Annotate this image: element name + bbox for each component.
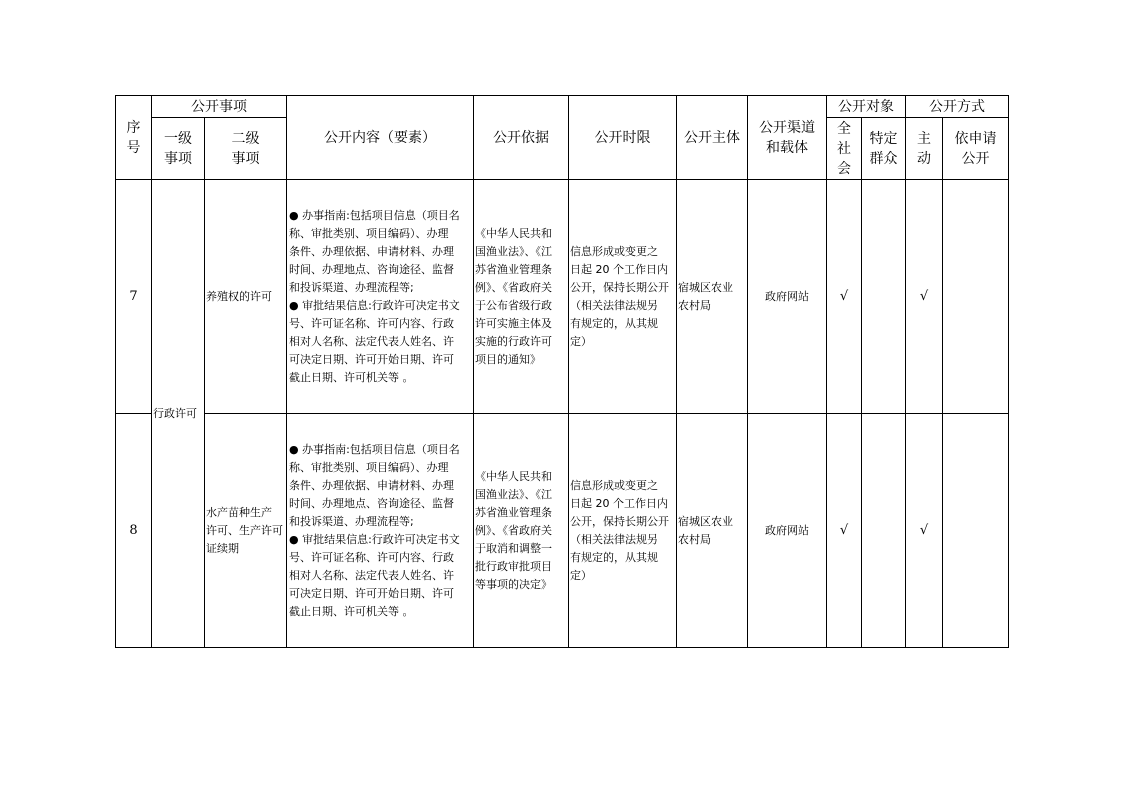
content-line: 称、审批类别、项目编码）、办理 [289,226,449,240]
header-subject: 公开主体 [677,96,748,180]
header-all-society: 全 社 会 [827,118,862,180]
row-specific-check [862,180,906,414]
header-specific: 特定 群众 [862,118,906,180]
row-content [287,180,474,414]
header-object-group: 公开对象 [827,96,906,118]
content-line: 时间、办理地点、咨询途径、监督 [289,496,454,510]
header-method-group: 公开方式 [906,96,1009,118]
table-body [116,180,1009,648]
row-active-check: √ [906,180,943,414]
row-level1: 行政许可 [152,180,205,648]
content-line: 条件、办理依据、申请材料、办理 [289,478,454,492]
content-line: 号、许可证名称、许可内容、行政 [289,550,454,564]
header-level1: 一级 事项 [152,118,205,180]
content-line: ● 审批结果信息:行政许可决定书文 [289,532,460,546]
content-line: ● 办事指南:包括项目信息（项目名 [289,442,460,456]
row-level2: 养殖权的许可 [205,180,287,414]
header-row-1 [116,96,1009,118]
header-seq: 序 号 [116,96,152,180]
content-line: 可决定日期、许可开始日期、许可 [289,586,454,600]
content-line: 和投诉渠道、办理流程等; [289,514,414,528]
content-line: ● 审批结果信息:行政许可决定书文 [289,298,460,312]
header-basis: 公开依据 [474,96,569,180]
row-level2: 水产苗种生产 许可、生产许可 证续期 [205,414,287,648]
row-all-society-check: √ [827,180,862,414]
row-basis: 《中华人民共和 国渔业法》、《江 苏省渔业管理条 例》、《省政府关 于公布省级行政 许可实施主体及 实施的行政许可 项目的通知》 [474,180,569,414]
header-channel: 公开渠道 和载体 [748,96,827,180]
content-line: 号、许可证名称、许可内容、行政 [289,316,454,330]
row-subject: 宿城区农业 农村局 [677,414,748,648]
row-all-society-check: √ [827,414,862,648]
content-line: 条件、办理依据、申请材料、办理 [289,244,454,258]
row-active-check: √ [906,414,943,648]
content-line: 相对人名称、法定代表人姓名、许 [289,568,454,582]
content-line: 截止日期、许可机关等 。 [289,370,414,384]
header-content: 公开内容（要素） [287,96,474,180]
content-line: 时间、办理地点、咨询途径、监督 [289,262,454,276]
row-time-limit: 信息形成或变更之 日起 20 个工作日内 公开，保持长期公开 （相关法律法规另 有规定的，从其规 定） [569,414,677,648]
content-line: 称、审批类别、项目编码）、办理 [289,460,449,474]
header-active: 主 动 [906,118,943,180]
disclosure-table [115,95,1009,648]
table-row [116,414,1009,648]
row-channel: 政府网站 [748,414,827,648]
row-on-request-check [943,180,1009,414]
row-basis: 《中华人民共和 国渔业法》、《江 苏省渔业管理条 例》、《省政府关 于取消和调整一 批行政审批项目 等事项的决定》 [474,414,569,648]
row-on-request-check [943,414,1009,648]
header-on-request: 依申请 公开 [943,118,1009,180]
row-seq: 8 [116,414,152,648]
content-line: ● 办事指南:包括项目信息（项目名 [289,208,460,222]
content-line: 可决定日期、许可开始日期、许可 [289,352,454,366]
header-time-limit: 公开时限 [569,96,677,180]
row-content [287,414,474,648]
content-line: 相对人名称、法定代表人姓名、许 [289,334,454,348]
row-seq: 7 [116,180,152,414]
row-specific-check [862,414,906,648]
row-channel: 政府网站 [748,180,827,414]
row-time-limit: 信息形成或变更之 日起 20 个工作日内 公开，保持长期公开 （相关法律法规另 有规定的，从其规 定） [569,180,677,414]
header-level2: 二级 事项 [205,118,287,180]
row-subject: 宿城区农业 农村局 [677,180,748,414]
header-item-group: 公开事项 [152,96,287,118]
content-line: 和投诉渠道、办理流程等; [289,280,414,294]
table-row [116,180,1009,414]
content-line: 截止日期、许可机关等 。 [289,604,414,618]
